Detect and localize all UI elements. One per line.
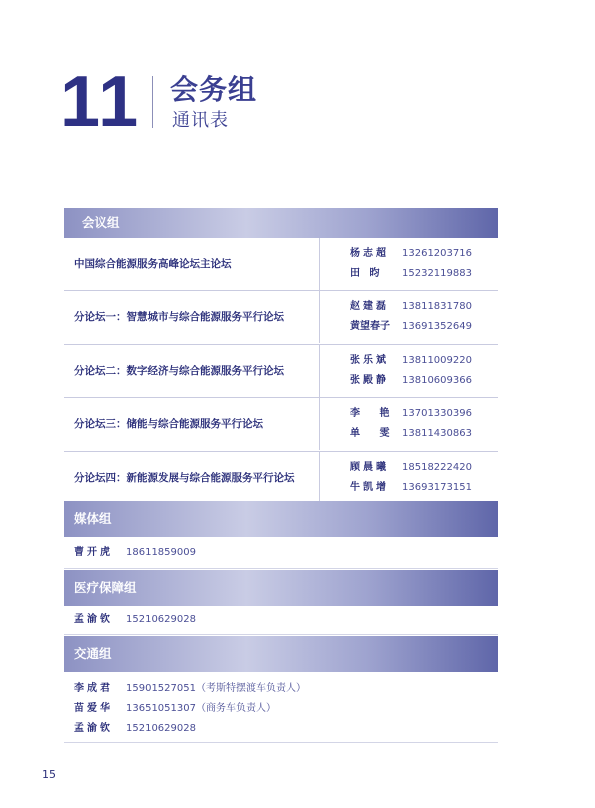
contact-phone: 13691352649	[402, 321, 472, 333]
column-divider	[319, 398, 320, 450]
table-row	[64, 291, 498, 344]
contact-entry	[350, 299, 472, 315]
contact-entry	[74, 612, 196, 628]
section-medical-label: 医疗保障组	[74, 580, 137, 595]
forum-title: 分论坛三：储能与综合能源服务平行论坛	[74, 418, 263, 431]
contact-entry	[74, 681, 306, 697]
table-row	[64, 452, 498, 504]
contact-entry	[350, 426, 472, 442]
page-subtitle: 通讯表	[172, 110, 229, 131]
contact-phone: 13810609366	[402, 374, 472, 386]
contact-name: 李成君	[74, 683, 113, 694]
contact-entry	[74, 701, 276, 717]
contact-entry	[350, 460, 472, 476]
contact-name: 张乐斌	[350, 354, 389, 366]
section-media-label: 媒体组	[74, 511, 112, 526]
contact-phone: 13811009220	[402, 354, 472, 366]
section-meeting-label: 会议组	[82, 215, 120, 230]
contact-entry	[350, 266, 472, 282]
contact-name: 张殿静	[350, 374, 389, 386]
contact-entry	[350, 373, 472, 389]
contact-phone: 13651051307（商务车负责人）	[126, 703, 276, 714]
contact-name: 赵建磊	[350, 301, 389, 313]
contact-name: 单 雯	[350, 428, 398, 440]
contact-name: 孟渝钦	[74, 614, 113, 625]
section-divider	[64, 634, 498, 635]
section-divider	[64, 742, 498, 743]
section-media	[64, 501, 498, 537]
contact-phone: 15232119883	[402, 268, 472, 279]
section-transport	[64, 636, 498, 672]
contact-name: 孟渝钦	[74, 723, 113, 734]
forum-title: 分论坛二：数字经济与综合能源服务平行论坛	[74, 364, 284, 377]
contact-name: 牛凯增	[350, 481, 389, 493]
contact-entry	[350, 406, 472, 422]
contact-phone: 15210629028	[126, 614, 196, 625]
forum-title: 中国综合能源服务高峰论坛主论坛	[74, 258, 232, 270]
contact-phone: 13693173151	[402, 481, 472, 493]
page-title: 会务组	[170, 73, 258, 106]
contact-entry	[350, 246, 472, 262]
page-number: 15	[42, 768, 56, 781]
contact-phone: 18611859009	[126, 547, 196, 558]
header-divider	[152, 76, 153, 128]
column-divider	[319, 345, 320, 397]
table-row	[64, 238, 498, 291]
contact-name: 李 艳	[350, 408, 398, 420]
forum-title: 分论坛一：智慧城市与综合能源服务平行论坛	[74, 311, 284, 324]
section-divider	[64, 568, 498, 569]
contact-phone: 18518222420	[402, 461, 472, 473]
contact-name: 顾晨曦	[350, 461, 389, 473]
contact-entry	[350, 480, 472, 496]
section-medical	[64, 570, 498, 606]
contact-phone: 13261203716	[402, 248, 472, 259]
forum-title: 分论坛四：新能源发展与综合能源服务平行论坛	[74, 471, 295, 484]
contact-phone: 13811831780	[402, 301, 472, 313]
chapter-number: 11	[60, 62, 141, 142]
contact-entry	[350, 353, 472, 369]
column-divider	[319, 238, 320, 290]
contact-entry	[350, 319, 472, 335]
contact-phone: 15901527051（考斯特摆渡车负责人）	[126, 683, 306, 694]
contact-name: 杨志超	[350, 248, 389, 259]
table-row	[64, 398, 498, 451]
contact-entry	[74, 545, 196, 561]
column-divider	[319, 291, 320, 343]
meeting-table	[64, 238, 498, 504]
contact-name: 黄望春子	[350, 321, 390, 333]
column-divider	[319, 452, 320, 504]
contact-phone: 13811430863	[402, 428, 472, 440]
contact-phone: 15210629028	[126, 723, 196, 734]
contact-name: 苗爱华	[74, 703, 113, 714]
contact-phone: 13701330396	[402, 408, 472, 420]
section-transport-label: 交通组	[74, 646, 112, 661]
contact-entry	[74, 721, 196, 737]
contact-name: 田 昀	[350, 268, 383, 279]
contact-name: 曹开虎	[74, 547, 113, 558]
section-meeting	[64, 208, 498, 238]
table-row	[64, 345, 498, 398]
